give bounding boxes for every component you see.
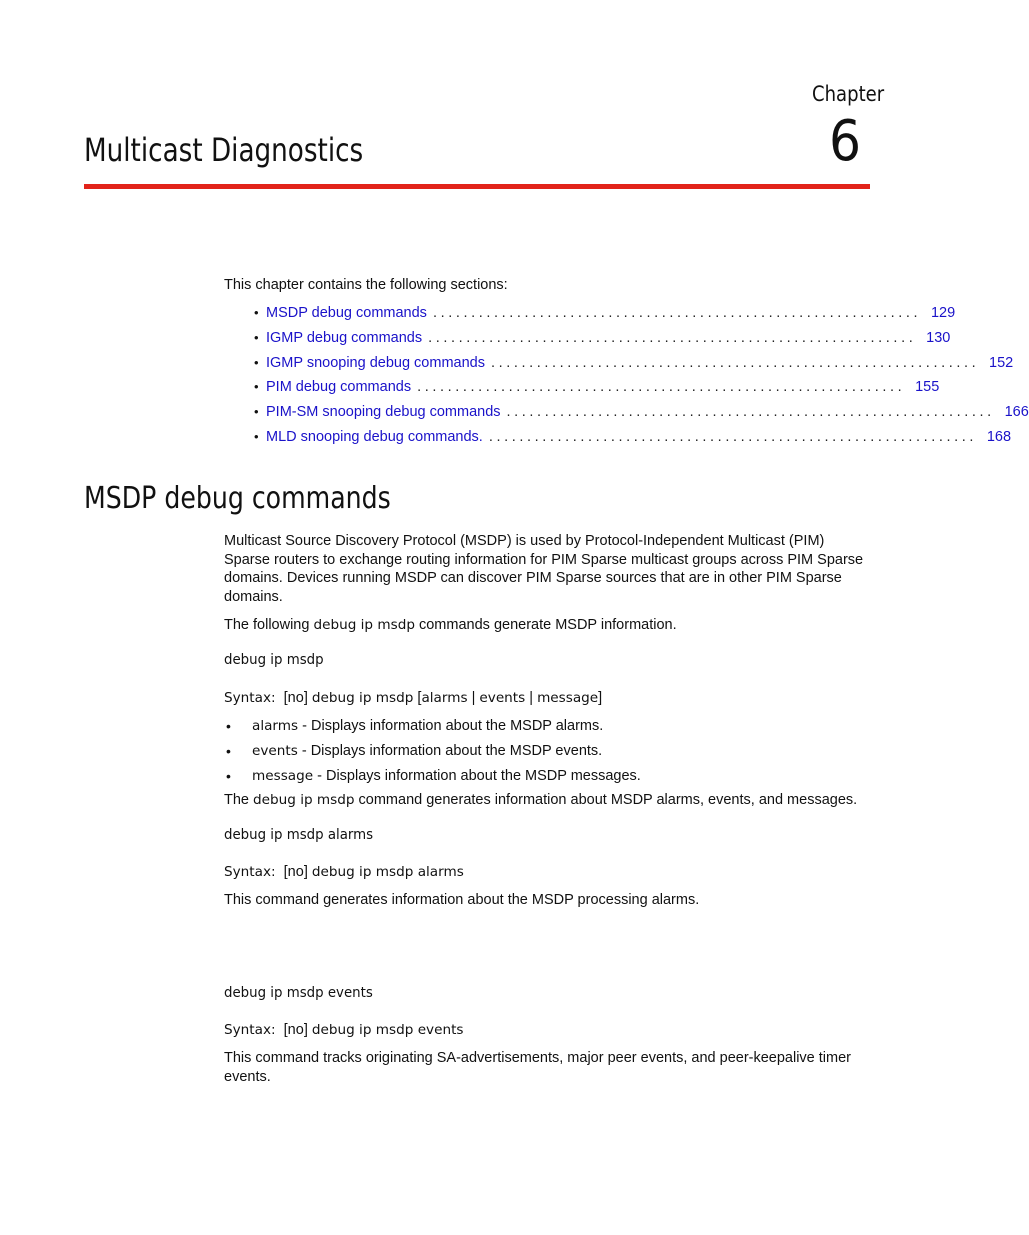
syntax-bracket: ] xyxy=(303,690,308,706)
syntax-bracket: [ xyxy=(283,864,288,880)
option-keyword: events xyxy=(252,743,298,759)
option-item xyxy=(226,742,866,767)
toc-item[interactable] xyxy=(254,378,940,403)
text-fragment: commands generate MSDP information. xyxy=(414,617,677,633)
syntax-option: alarms xyxy=(421,690,468,706)
toc-item[interactable] xyxy=(254,428,1012,453)
toc-leader: ................................................................ xyxy=(506,404,995,421)
toc-link[interactable]: IGMP snooping debug commands xyxy=(266,354,485,371)
command-keyword: debug ip msdp xyxy=(253,792,355,808)
option-description: - Displays information about the MSDP alarms. xyxy=(298,718,604,734)
syntax-bracket: [ xyxy=(283,1022,288,1038)
text-fragment: command generates information about MSDP alarms, events, and messages. xyxy=(354,792,858,808)
toc-page-number[interactable]: 152 xyxy=(989,354,1014,371)
syntax-command: debug ip msdp events xyxy=(311,1022,464,1038)
text-fragment: The xyxy=(224,792,254,808)
toc-item[interactable] xyxy=(254,329,951,354)
chapter-title-rule xyxy=(84,184,870,189)
command-keyword: debug ip msdp xyxy=(313,617,415,633)
bullet-icon: • xyxy=(226,743,231,759)
option-description: - Displays information about the MSDP events. xyxy=(297,743,603,759)
toc-link[interactable]: PIM debug commands xyxy=(266,379,412,396)
section-title: MSDP debug commands xyxy=(84,481,391,516)
syntax-bracket: ] xyxy=(303,1022,308,1038)
syntax-option: events xyxy=(479,690,526,706)
toc-item[interactable] xyxy=(254,354,1014,379)
command-description xyxy=(224,791,870,810)
following-commands-text xyxy=(224,616,870,635)
toc-page-number[interactable]: 129 xyxy=(930,305,956,321)
syntax-option: message xyxy=(537,690,599,706)
toc-link[interactable]: MSDP debug commands xyxy=(266,305,427,321)
bullet-icon: • xyxy=(254,354,259,370)
toc-page-number[interactable]: 155 xyxy=(915,379,940,396)
syntax-label: Syntax: xyxy=(224,864,276,880)
command-syntax xyxy=(224,1021,464,1039)
syntax-separator: | xyxy=(471,690,476,706)
syntax-command: debug ip msdp xyxy=(311,690,414,706)
option-keyword: message xyxy=(252,768,314,784)
command-heading: debug ip msdp xyxy=(224,652,324,668)
syntax-bracket: ] xyxy=(303,864,308,880)
syntax-bracket: ] xyxy=(598,690,603,706)
syntax-label: Syntax: xyxy=(224,690,276,706)
toc-link[interactable]: IGMP debug commands xyxy=(266,329,423,346)
chapter-number: 6 xyxy=(829,109,862,174)
bullet-icon: • xyxy=(254,404,259,420)
toc-item[interactable] xyxy=(254,304,956,329)
syntax-label: Syntax: xyxy=(224,1022,276,1038)
bullet-icon: • xyxy=(226,768,231,784)
command-description: This command generates information about the MSDP processing alarms. xyxy=(224,892,700,908)
toc-link[interactable]: PIM-SM snooping debug commands xyxy=(266,404,501,421)
text-fragment: The following xyxy=(224,617,314,633)
bullet-icon: • xyxy=(254,329,259,345)
toc-leader: ................................................................ xyxy=(490,354,980,371)
command-heading: debug ip msdp alarms xyxy=(224,827,374,843)
option-keyword: alarms xyxy=(252,718,299,734)
toc-link[interactable]: MLD snooping debug commands. xyxy=(266,428,483,445)
command-description: This command tracks originating SA-advertisements, major peer events, and peer-keepalive timer events. xyxy=(224,1050,851,1085)
syntax-bracket: [ xyxy=(417,690,422,706)
bullet-icon: • xyxy=(226,718,231,734)
syntax-command: debug ip msdp alarms xyxy=(311,864,464,880)
bullet-icon: • xyxy=(254,305,259,320)
toc-item[interactable] xyxy=(254,403,1029,428)
toc-leader: ................................................................ xyxy=(488,428,978,445)
syntax-no: no xyxy=(287,864,304,880)
toc-leader: ................................................................ xyxy=(428,329,917,346)
option-item xyxy=(226,717,866,742)
option-list xyxy=(226,717,866,792)
option-description: - Displays information about the MSDP messages. xyxy=(313,768,641,784)
toc-page-number[interactable]: 130 xyxy=(926,329,951,346)
toc-leader: ................................................................ xyxy=(417,379,906,396)
bullet-icon: • xyxy=(254,428,259,444)
chapter-title: Multicast Diagnostics xyxy=(84,131,364,169)
command-heading: debug ip msdp events xyxy=(224,985,373,1001)
bullet-icon: • xyxy=(254,379,259,395)
syntax-separator: | xyxy=(529,690,534,706)
intro-text: This chapter contains the following sections: xyxy=(224,277,508,293)
toc-leader: ................................................................ xyxy=(432,305,922,321)
option-item xyxy=(226,767,866,792)
toc-page-number[interactable]: 166 xyxy=(1004,404,1029,421)
command-syntax xyxy=(224,689,602,707)
syntax-bracket: [ xyxy=(283,690,288,706)
command-syntax xyxy=(224,863,464,881)
syntax-no: no xyxy=(287,1022,304,1038)
syntax-no: no xyxy=(287,690,304,706)
chapter-label: Chapter xyxy=(812,82,885,106)
section-toc xyxy=(254,304,1029,453)
toc-page-number[interactable]: 168 xyxy=(986,428,1012,445)
section-paragraph: Multicast Source Discovery Protocol (MSDP) is used by Protocol-Independent Multicast (PIM) Sparse routers to exchange routing information for PIM Sparse multicast groups across PIM Sparse domains. Devices running MSDP can discover PIM Sparse sources that are in other PIM Sparse domains. xyxy=(224,533,864,605)
